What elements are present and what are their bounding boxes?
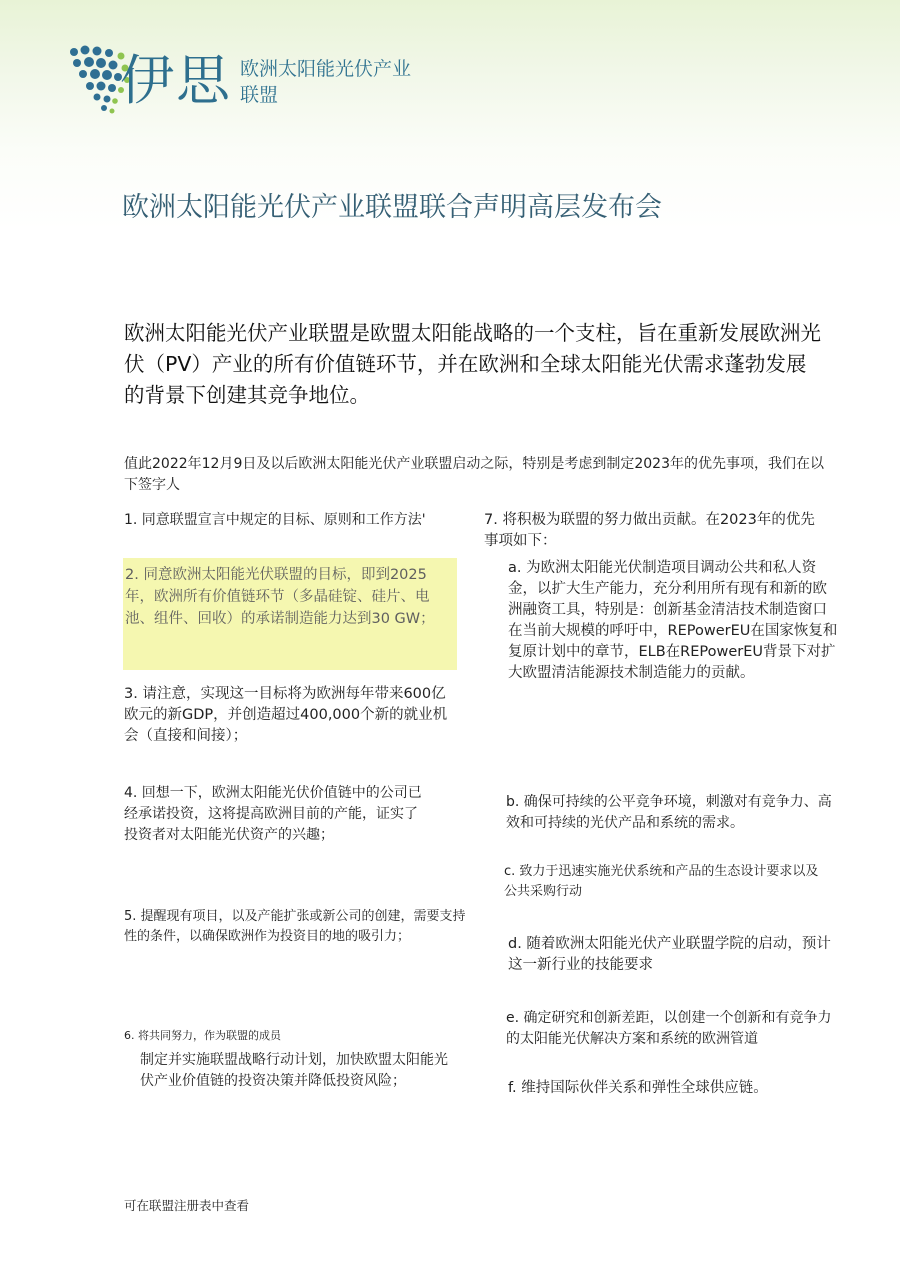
intro-paragraph: 欧洲太阳能光伏产业联盟是欧盟太阳能战略的一个支柱，旨在重新发展欧洲光伏（PV）产业的所有价值链环节，并在欧洲和全球太阳能光伏需求蓬勃发展的背景下创建其竞争地位。	[124, 321, 821, 407]
footer-note: 可在联盟注册表中查看	[124, 1198, 250, 1213]
item-7b: b. 确保可持续的公平竞争环境，刺激对有竞争力、高效和可持续的光伏产品和系统的需求。	[506, 794, 832, 831]
item-4: 4. 回想一下，欧洲太阳能光伏价值链中的公司已经承诺投资，这将提高欧洲目前的产能，证实了投资者对太阳能光伏资产的兴趣；	[124, 785, 422, 843]
logo-subtitle-line1: 欧洲太阳能光伏产业	[240, 58, 412, 80]
page-title: 欧洲太阳能光伏产业联盟联合声明高层发布会	[122, 192, 662, 223]
item-7e: e. 确定研究和创新差距，以创建一个创新和有竞争力的太阳能光伏解决方案和系统的欧洲管道	[506, 1010, 832, 1047]
logo-subtitle-line2: 联盟	[240, 84, 279, 106]
item-7: 7. 将积极为联盟的努力做出贡献。在2023年的优先事项如下：	[484, 512, 815, 549]
item-7d: d. 随着欧洲太阳能光伏产业联盟学院的启动，预计这一新行业的技能要求	[508, 936, 831, 973]
logo-subtitle	[240, 56, 480, 108]
item-5: 5. 提醒现有项目，以及产能扩张或新公司的创建，需要支持性的条件，以确保欧洲作为投资目的地的吸引力；	[124, 909, 466, 944]
item-7f: f. 维持国际伙伴关系和弹性全球供应链。	[508, 1080, 768, 1096]
item-3: 3. 请注意，实现这一目标将为欧洲每年带来600亿欧元的新GDP，并创造超过400,000个新的就业机会（直接和间接）；	[124, 686, 448, 744]
item-7a: a. 为欧洲太阳能光伏制造项目调动公共和私人资金，以扩大生产能力，充分利用所有现有和新的欧洲融资工具，特别是：创新基金清洁技术制造窗口在当前大规模的呼吁中，REPowerEU在国家恢复和复原计划中的章节，ELB在REPowerEU背景下对扩大欧盟清洁能源技术制造能力的贡献。	[508, 560, 838, 681]
lead-paragraph: 值此2022年12月9日及以后欧洲太阳能光伏产业联盟启动之际，特别是考虑到制定2023年的优先事项，我们在以下签字人	[124, 456, 824, 493]
item-2-highlighted: 2. 同意欧洲太阳能光伏联盟的目标，即到2025年，欧洲所有价值链环节（多晶硅锭、硅片、电池、组件、回收）的承诺制造能力达到30 GW；	[123, 558, 457, 670]
item-6: 6. 将共同努力，作为联盟的成员	[124, 1029, 281, 1042]
item-6-detail: 制定并实施联盟战略行动计划，加快欧盟太阳能光伏产业价值链的投资决策并降低投资风险；	[140, 1052, 448, 1089]
item-7c: c. 致力于迅速实施光伏系统和产品的生态设计要求以及公共采购行动	[504, 864, 819, 899]
logo-name: 伊思	[120, 49, 232, 112]
item-1: 1. 同意联盟宣言中规定的目标、原则和工作方法'	[124, 512, 426, 528]
